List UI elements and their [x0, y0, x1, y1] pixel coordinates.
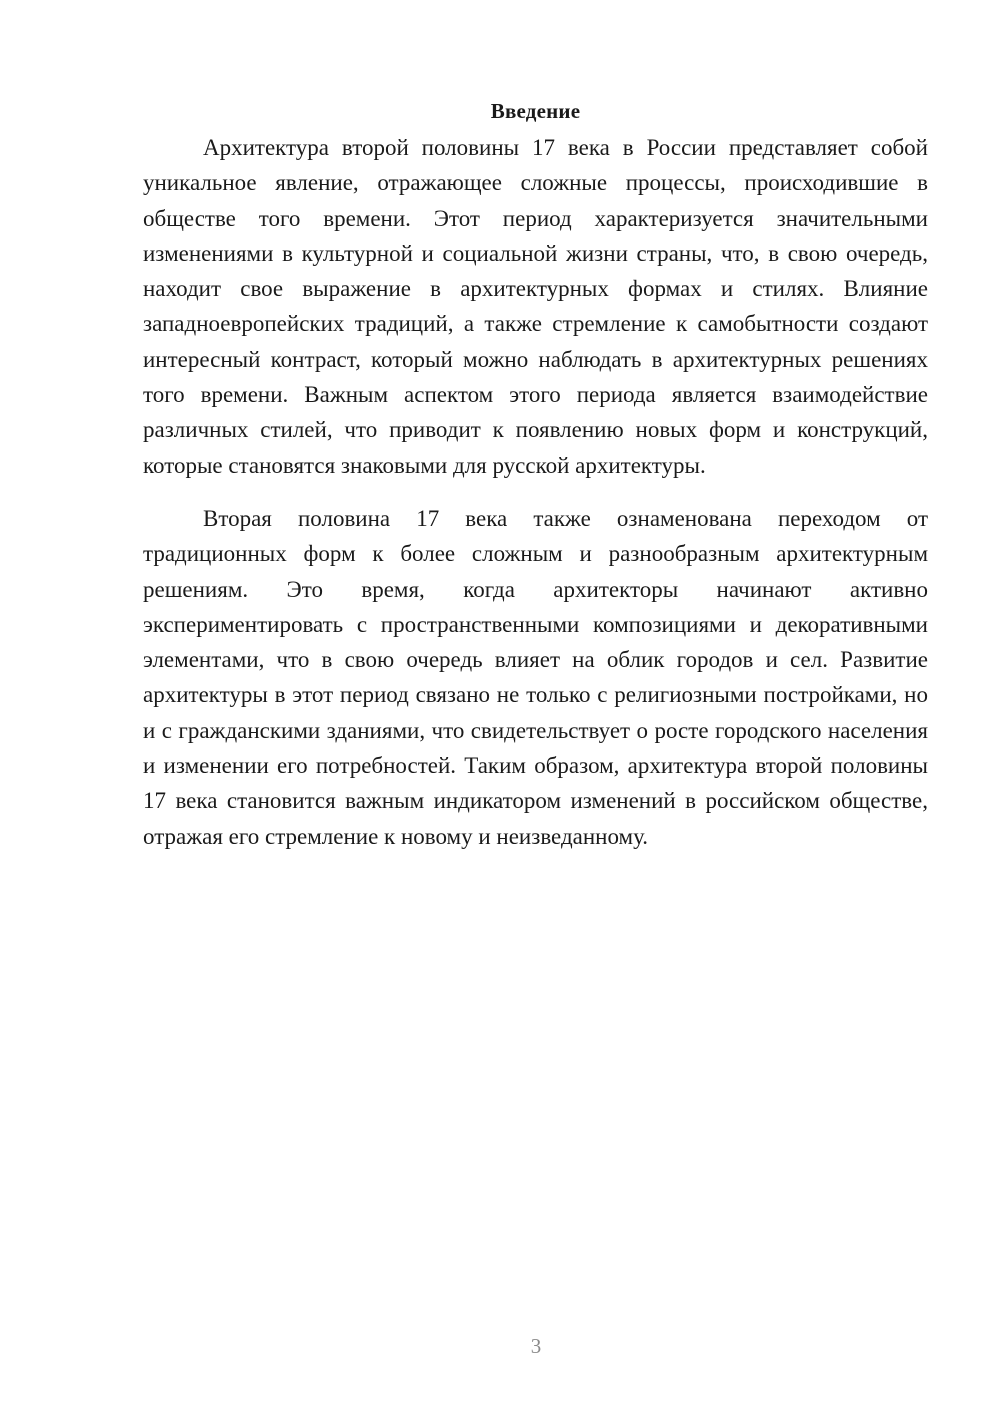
- page-number: 3: [530, 1334, 542, 1358]
- paragraph-1: Архитектура второй половины 17 века в России представляет собой уникальное явление, отражающее сложные процессы, происходившие в обществе того времени. Этот период характеризуется значительными изменениями в культурной и социальной жизни страны, что, в свою очередь, находит свое выражение в архитектурных формах и стилях. Влияние западноевропейских традиций, а также стремление к самобытности создают интересный контраст, который можно наблюдать в архитектурных решениях того времени. Важным аспектом этого периода является взаимодействие различных стилей, что приводит к появлению новых форм и конструкций, которые становятся знаковыми для русской архитектуры.: [143, 135, 928, 478]
- page-body: [143, 96, 928, 854]
- section-heading: Введение: [490, 99, 581, 123]
- paragraph-2: Вторая половина 17 века также ознаменована переходом от традиционных форм к более сложным и разнообразным архитектурным решениям. Это время, когда архитекторы начинают активно экспериментировать с пространственными композициями и декоративными элементами, что в свою очередь влияет на облик городов и сел. Развитие архитектуры в этот период связано не только с религиозными постройками, но и с гражданскими зданиями, что свидетельствует о росте городского населения и изменении его потребностей. Таким образом, архитектура второй половины 17 века становится важным индикатором изменений в российском обществе, отражая его стремление к новому и неизведанному.: [143, 505, 928, 849]
